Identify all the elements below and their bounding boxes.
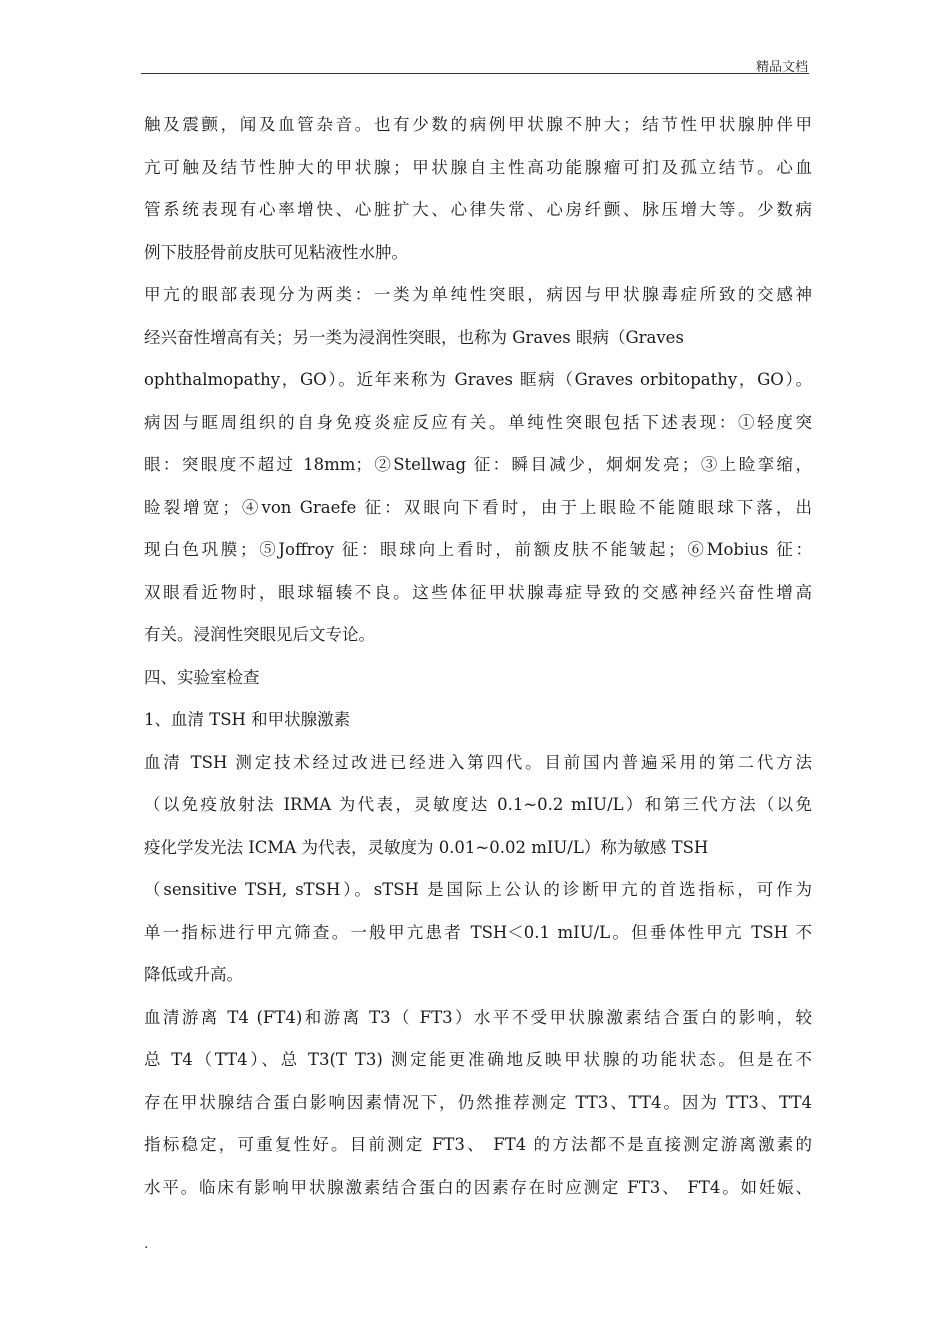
header-divider (141, 73, 809, 74)
text-line: 触及震颤，闻及血管杂音。也有少数的病例甲状腺不肿大；结节性甲状腺肿伴甲 (144, 115, 812, 134)
text-line: 病因与眶周组织的自身免疫炎症反应有关。单纯性突眼包括下述表现：①轻度突 (144, 412, 812, 432)
text-line: 有关。浸润性突眼见后文专论。 (144, 625, 375, 644)
text-line: 现白色巩膜；⑤Joffroy 征：眼球向上看时，前额皮肤不能皱起；⑥Mobius 征： (144, 540, 812, 559)
text-line: 存在甲状腺结合蛋白影响因素情况下，仍然推荐测定 TT3、TT4。因为 TT3、TT4 (144, 1092, 812, 1112)
text-line: 经兴奋性增高有关；另一类为浸润性突眼，也称为 Graves 眼病（Graves (144, 327, 684, 347)
text-line: 1、血清 TSH 和甲状腺激素 (144, 710, 351, 729)
text-line: 例下肢胫骨前皮肤可见粘液性水肿。 (144, 242, 408, 262)
text-line: ophthalmopathy，GO）。近年来称为 Graves 眶病（Graves orbitopathy，GO）。 (144, 370, 812, 389)
text-line: 睑裂增宽；④von Graefe 征：双眼向下看时，由于上眼睑不能随眼球下落，出 (144, 497, 812, 517)
text-line: 管系统表现有心率增快、心脏扩大、心律失常、心房纤颤、脉压增大等。少数病 (144, 200, 812, 219)
document-body (144, 104, 812, 1209)
text-line: 指标稳定，可重复性好。目前测定 FT3、 FT4 的方法都不是直接测定游离激素的 (144, 1135, 812, 1154)
footer-mark: . (144, 1236, 149, 1252)
text-line: 单一指标进行甲亢筛查。一般甲亢患者 TSH＜0.1 mIU/L。但垂体性甲亢 TSH 不 (144, 922, 812, 942)
text-line: 甲亢的眼部表现分为两类：一类为单纯性突眼，病因与甲状腺毒症所致的交感神 (144, 285, 812, 304)
text-line: 降低或升高。 (144, 965, 243, 984)
text-line: 眼：突眼度不超过 18mm；②Stellwag 征：瞬目减少，炯炯发亮；③上睑挛缩， (144, 455, 812, 474)
text-line: 血清 TSH 测定技术经过改进已经进入第四代。目前国内普遍采用的第二代方法 (144, 752, 812, 772)
text-line: 总 T4（TT4）、总 T3(T T3) 测定能更准确地反映甲状腺的功能状态。但是在不 (144, 1050, 812, 1069)
text-line: 水平。临床有影响甲状腺激素结合蛋白的因素存在时应测定 FT3、 FT4。如妊娠、 (144, 1177, 812, 1197)
text-line: 双眼看近物时，眼球辐辏不良。这些体征甲状腺毒症导致的交感神经兴奋性增高 (144, 582, 812, 602)
text-line: （以免疫放射法 IRMA 为代表，灵敏度达 0.1~0.2 mIU/L）和第三代方法（以免 (144, 795, 812, 814)
text-line: （sensitive TSH, sTSH）。sTSH 是国际上公认的诊断甲亢的首选指标，可作为 (144, 880, 812, 899)
text-line: 四、实验室检查 (144, 667, 260, 687)
text-line: 亢可触及结节性肿大的甲状腺；甲状腺自主性高功能腺瘤可扪及孤立结节。心血 (144, 157, 812, 177)
header-label: 精品文档 (755, 60, 808, 75)
text-line: 血清游离 T4 (FT4)和游离 T3（ FT3）水平不受甲状腺激素结合蛋白的影响，较 (144, 1007, 812, 1027)
text-line: 疫化学发光法 ICMA 为代表，灵敏度为 0.01~0.02 mIU/L）称为敏感 TSH (144, 837, 709, 857)
